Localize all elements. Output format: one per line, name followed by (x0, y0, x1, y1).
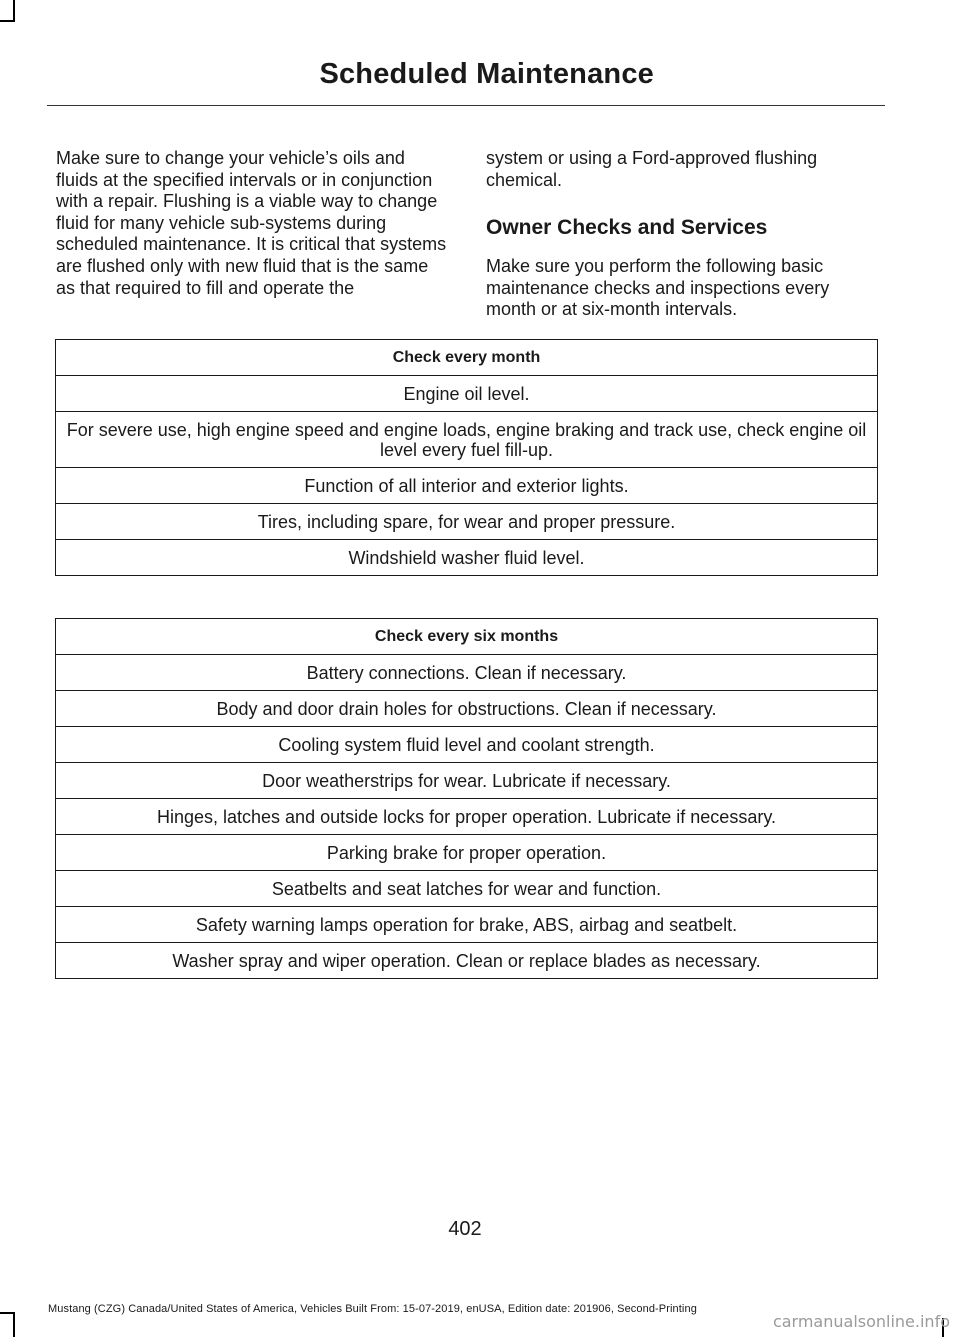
monthly-check-table (55, 339, 878, 576)
page-title-text: Scheduled Maintenance (319, 58, 654, 90)
right-column (486, 148, 882, 321)
table-row: Body and door drain holes for obstructions. Clean if necessary. (56, 691, 878, 727)
page-number: 402 (448, 1218, 482, 1240)
table-row: Windshield washer fluid level. (56, 540, 878, 576)
table-row: Safety warning lamps operation for brake, ABS, airbag and seatbelt. (56, 907, 878, 943)
footer-text: Mustang (CZG) Canada/United States of America, Vehicles Built From: 15-07-2019, enUSA, Edition date: 201906, Second-Printing (48, 1303, 697, 1315)
crop-mark-bottom-left (13, 1312, 15, 1337)
intro-paragraph: Make sure to change your vehicle’s oils and fluids at the specified intervals or in conjunction with a repair. Flushing is a viable way to change fluid for many vehicle sub-systems during scheduled maintenance. It is critical that systems are flushed only with new fluid that is the same as that required to fill and operate the (56, 148, 447, 298)
left-column (56, 148, 448, 299)
six-month-check-table (55, 618, 878, 979)
table-header: Check every six months (56, 619, 878, 655)
page-title (0, 58, 930, 91)
crop-mark-top-left (13, 0, 15, 22)
table-row: Cooling system fluid level and coolant strength. (56, 727, 878, 763)
table-row: Door weatherstrips for wear. Lubricate if necessary. (56, 763, 878, 799)
intro-paragraph-continued: system or using a Ford-approved flushing chemical. (486, 148, 818, 190)
table-row: Washer spray and wiper operation. Clean or replace blades as necessary. (56, 943, 878, 979)
crop-mark-bottom-left-h (0, 1312, 15, 1314)
section-paragraph: Make sure you perform the following basic maintenance checks and inspections every month or at six-month intervals. (486, 256, 830, 320)
table-row: Battery connections. Clean if necessary. (56, 655, 878, 691)
table-row: Seatbelts and seat latches for wear and function. (56, 871, 878, 907)
table-row: Hinges, latches and outside locks for proper operation. Lubricate if necessary. (56, 799, 878, 835)
crop-mark-top-left-h (0, 20, 15, 22)
table-row: Tires, including spare, for wear and proper pressure. (56, 504, 878, 540)
header-rule (47, 105, 885, 106)
table-row: Parking brake for proper operation. (56, 835, 878, 871)
table-header: Check every month (56, 340, 878, 376)
table-row: Function of all interior and exterior lights. (56, 468, 878, 504)
section-heading: Owner Checks and Services (486, 216, 768, 240)
table-row: For severe use, high engine speed and engine loads, engine braking and track use, check engine oil level every fuel fill-up. (56, 412, 878, 468)
watermark[interactable]: carmanualsonline.info (772, 1312, 950, 1331)
table-row: Engine oil level. (56, 376, 878, 412)
